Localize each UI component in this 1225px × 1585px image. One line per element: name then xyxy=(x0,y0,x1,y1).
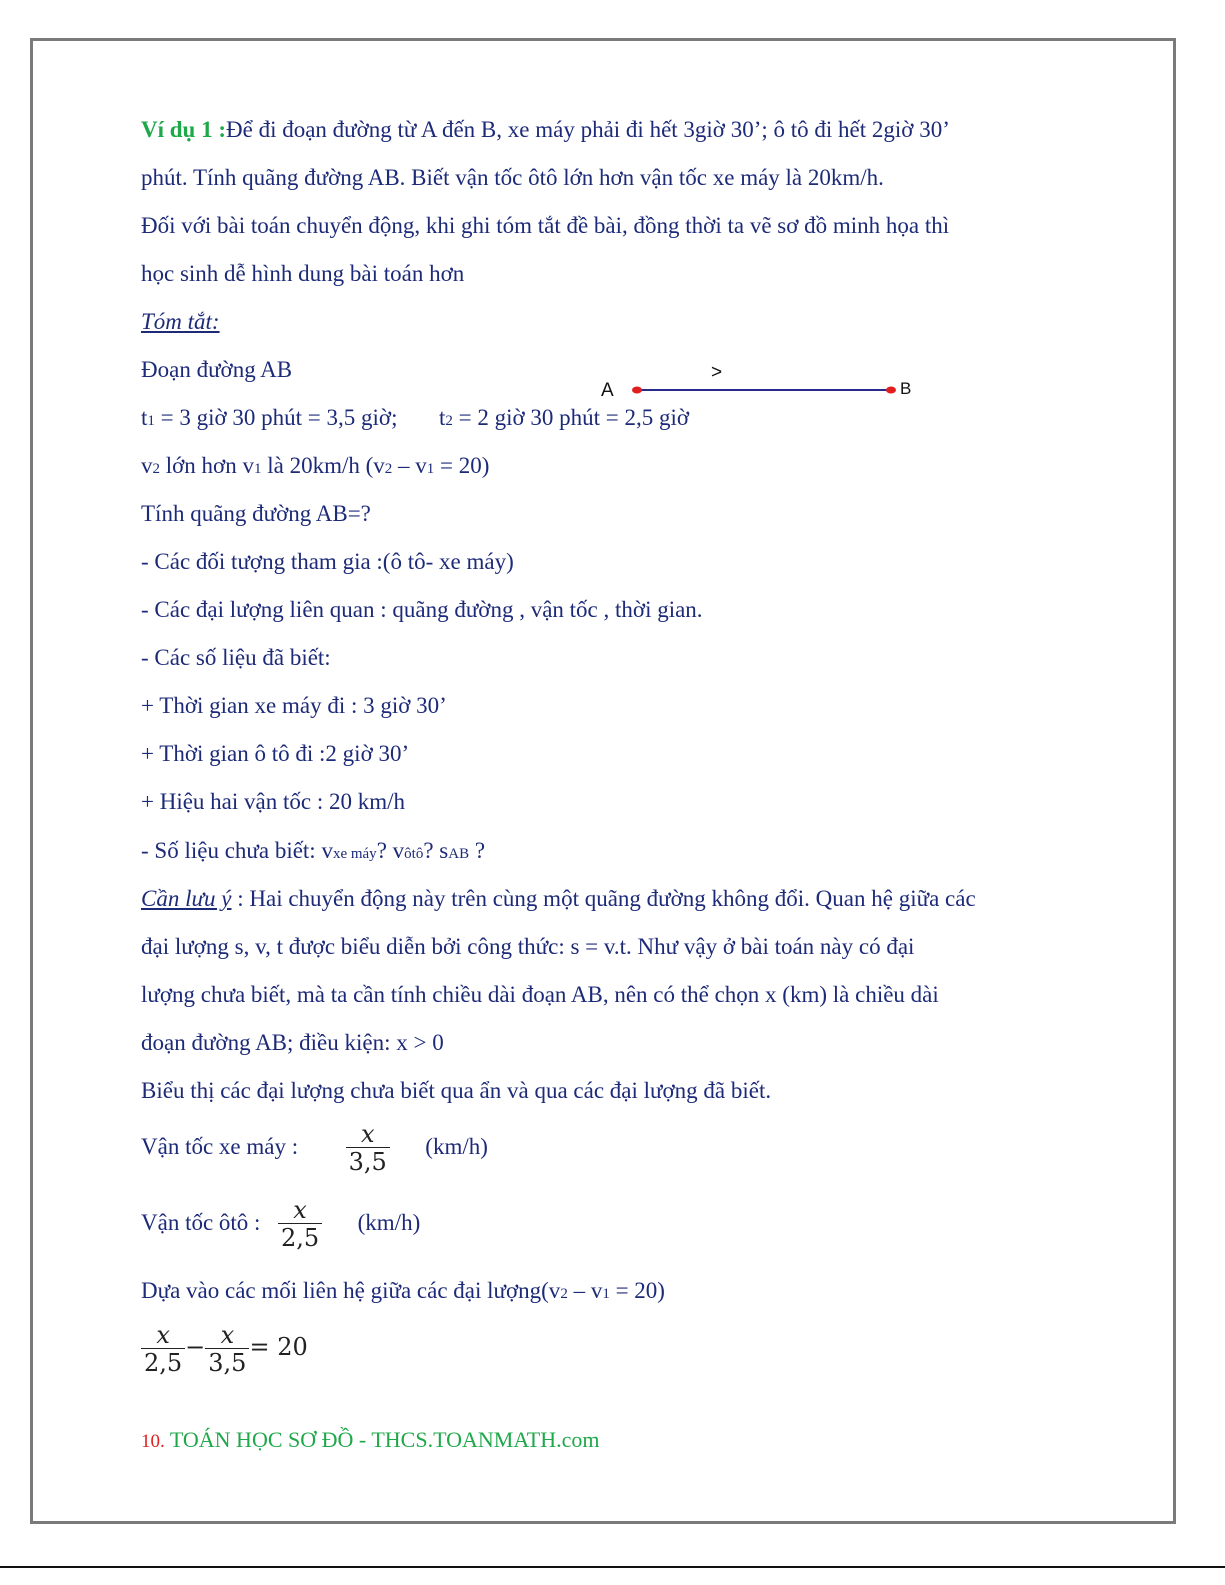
t1-sub: 1 xyxy=(147,413,155,429)
note-line-2: đại lượng s, v, t được biểu diễn bởi công thức: s = v.t. Như vậy ở bài toán này có đại xyxy=(141,934,915,959)
relation-end: = 20) xyxy=(609,1278,665,1303)
point-a-label: A xyxy=(601,380,614,401)
t1-value: = 3 giờ 30 phút = 3,5 giờ; xyxy=(154,405,398,430)
summary-heading xyxy=(141,307,220,337)
v-minus: – v xyxy=(392,453,427,478)
velocity-line xyxy=(141,451,489,484)
page-number: 10. xyxy=(141,1431,165,1452)
speed-car-unit: (km/h) xyxy=(357,1210,421,1235)
relation-line xyxy=(141,1276,665,1309)
bottom-rule xyxy=(0,1566,1225,1568)
note-label: Cần lưu ý xyxy=(141,886,232,911)
quantities-line: - Các đại lượng liên quan : quãng đường , vận tốc , thời gian. xyxy=(141,597,703,622)
relation-minus: – v xyxy=(567,1278,603,1303)
v2b-sub: 2 xyxy=(384,461,393,477)
intro-line-2: học sinh dễ hình dung bài toán hơn xyxy=(141,261,465,286)
speed-moto-num: x xyxy=(360,1120,375,1149)
unknown-sub-moto: xe máy xyxy=(332,846,377,862)
t2-sub: 2 xyxy=(445,413,453,429)
footer-title: TOÁN HỌC SƠ ĐỒ - THCS.TOANMATH.com xyxy=(164,1427,600,1452)
example-text-1: Để đi đoạn đường từ A đến B, xe máy phải đi hết 3giờ 30’; ô tô đi hết 2giờ 30’ xyxy=(226,117,950,142)
example-line-1 xyxy=(141,115,950,145)
example-label: Ví dụ 1 : xyxy=(141,117,226,142)
unknown-line xyxy=(141,836,485,869)
equation-fraction-2 xyxy=(205,1322,249,1377)
t2-value: = 2 giờ 30 phút = 2,5 giờ xyxy=(452,405,690,430)
speed-moto-line xyxy=(141,1118,488,1176)
note-line-4: đoạn đường AB; điều kiện: x > 0 xyxy=(141,1030,444,1055)
equation-result: = 20 xyxy=(249,1333,308,1361)
equation-fraction-1 xyxy=(141,1322,185,1377)
segment-diagram xyxy=(595,360,925,405)
equation xyxy=(141,1318,308,1377)
intro-line-1: Đối với bài toán chuyển động, khi ghi tóm tắt đề bài, đồng thời ta vẽ sơ đồ minh họa thì xyxy=(141,213,950,238)
eq-num-2: x xyxy=(220,1321,235,1350)
speed-car-num: x xyxy=(293,1196,307,1225)
point-b-label: B xyxy=(900,379,912,398)
speed-car-label: Vận tốc ôtô : xyxy=(141,1210,261,1235)
point-a xyxy=(632,387,642,394)
participants-line: - Các đối tượng tham gia :(ô tô- xe máy) xyxy=(141,549,514,574)
unknown-sub-car: ôtô xyxy=(404,846,424,862)
known-item-2: + Thời gian ô tô đi :2 giờ 30’ xyxy=(141,741,410,766)
relation-text: Dựa vào các mối liên hệ giữa các đại lượng(v xyxy=(141,1278,561,1303)
unknown-sub-ab: AB xyxy=(448,846,470,862)
v-mid: lớn hơn v xyxy=(160,453,254,478)
v-rest: là 20km/h (v xyxy=(261,453,385,478)
speed-car-fraction xyxy=(278,1197,322,1252)
point-b xyxy=(886,387,896,394)
segment-label: Đoạn đường AB xyxy=(141,357,293,382)
speed-car-den: 2,5 xyxy=(280,1224,320,1253)
time-line xyxy=(141,403,689,436)
eq-den-1: 2,5 xyxy=(144,1349,183,1378)
speed-moto-fraction xyxy=(346,1121,390,1176)
known-item-3: + Hiệu hai vận tốc : 20 km/h xyxy=(141,789,406,814)
t2-label: t xyxy=(438,405,446,430)
summary-heading-text: Tóm tắt: xyxy=(141,309,220,334)
speed-moto-unit: (km/h) xyxy=(425,1134,488,1159)
note-line-1 xyxy=(141,884,976,914)
unknown-prefix: - Số liệu chưa biết: v xyxy=(141,838,333,863)
equation-operator: − xyxy=(185,1333,206,1361)
question-line: Tính quãng đường AB=? xyxy=(141,501,371,526)
relation-sub1: 1 xyxy=(602,1286,610,1302)
relation-sub2: 2 xyxy=(560,1286,568,1302)
unknown-mid-2: ? s xyxy=(423,838,449,863)
v1b-sub: 1 xyxy=(426,461,435,477)
note-line-3: lượng chưa biết, mà ta cần tính chiều dài đoạn AB, nên có thể chọn x (km) là chiều dài xyxy=(141,982,939,1007)
known-line: - Các số liệu đã biết: xyxy=(141,645,331,670)
t1-label: t xyxy=(141,405,148,430)
v2-sub: 2 xyxy=(152,461,160,477)
speed-car-line xyxy=(141,1194,420,1252)
known-item-1: + Thời gian xe máy đi : 3 giờ 30’ xyxy=(141,693,447,718)
speed-moto-label: Vận tốc xe máy : xyxy=(141,1134,299,1159)
v-end: = 20) xyxy=(434,453,490,478)
example-line-2: phút. Tính quãng đường AB. Biết vận tốc ôtô lớn hơn vận tốc xe máy là 20km/h. xyxy=(141,165,884,190)
direction-arrow: > xyxy=(711,362,723,383)
eq-num-1: x xyxy=(156,1321,170,1350)
note-text-1: : Hai chuyển động này trên cùng một quãng đường không đổi. Quan hệ giữa các xyxy=(231,886,976,911)
speed-moto-den: 3,5 xyxy=(348,1148,387,1177)
v2-label: v xyxy=(141,453,153,478)
unknown-end: ? xyxy=(469,838,486,863)
unknown-mid-1: ? v xyxy=(376,838,405,863)
eq-den-2: 3,5 xyxy=(208,1349,247,1378)
express-line: Biểu thị các đại lượng chưa biết qua ẩn và qua các đại lượng đã biết. xyxy=(141,1078,772,1103)
footer xyxy=(141,1427,600,1453)
v1-sub: 1 xyxy=(253,461,262,477)
